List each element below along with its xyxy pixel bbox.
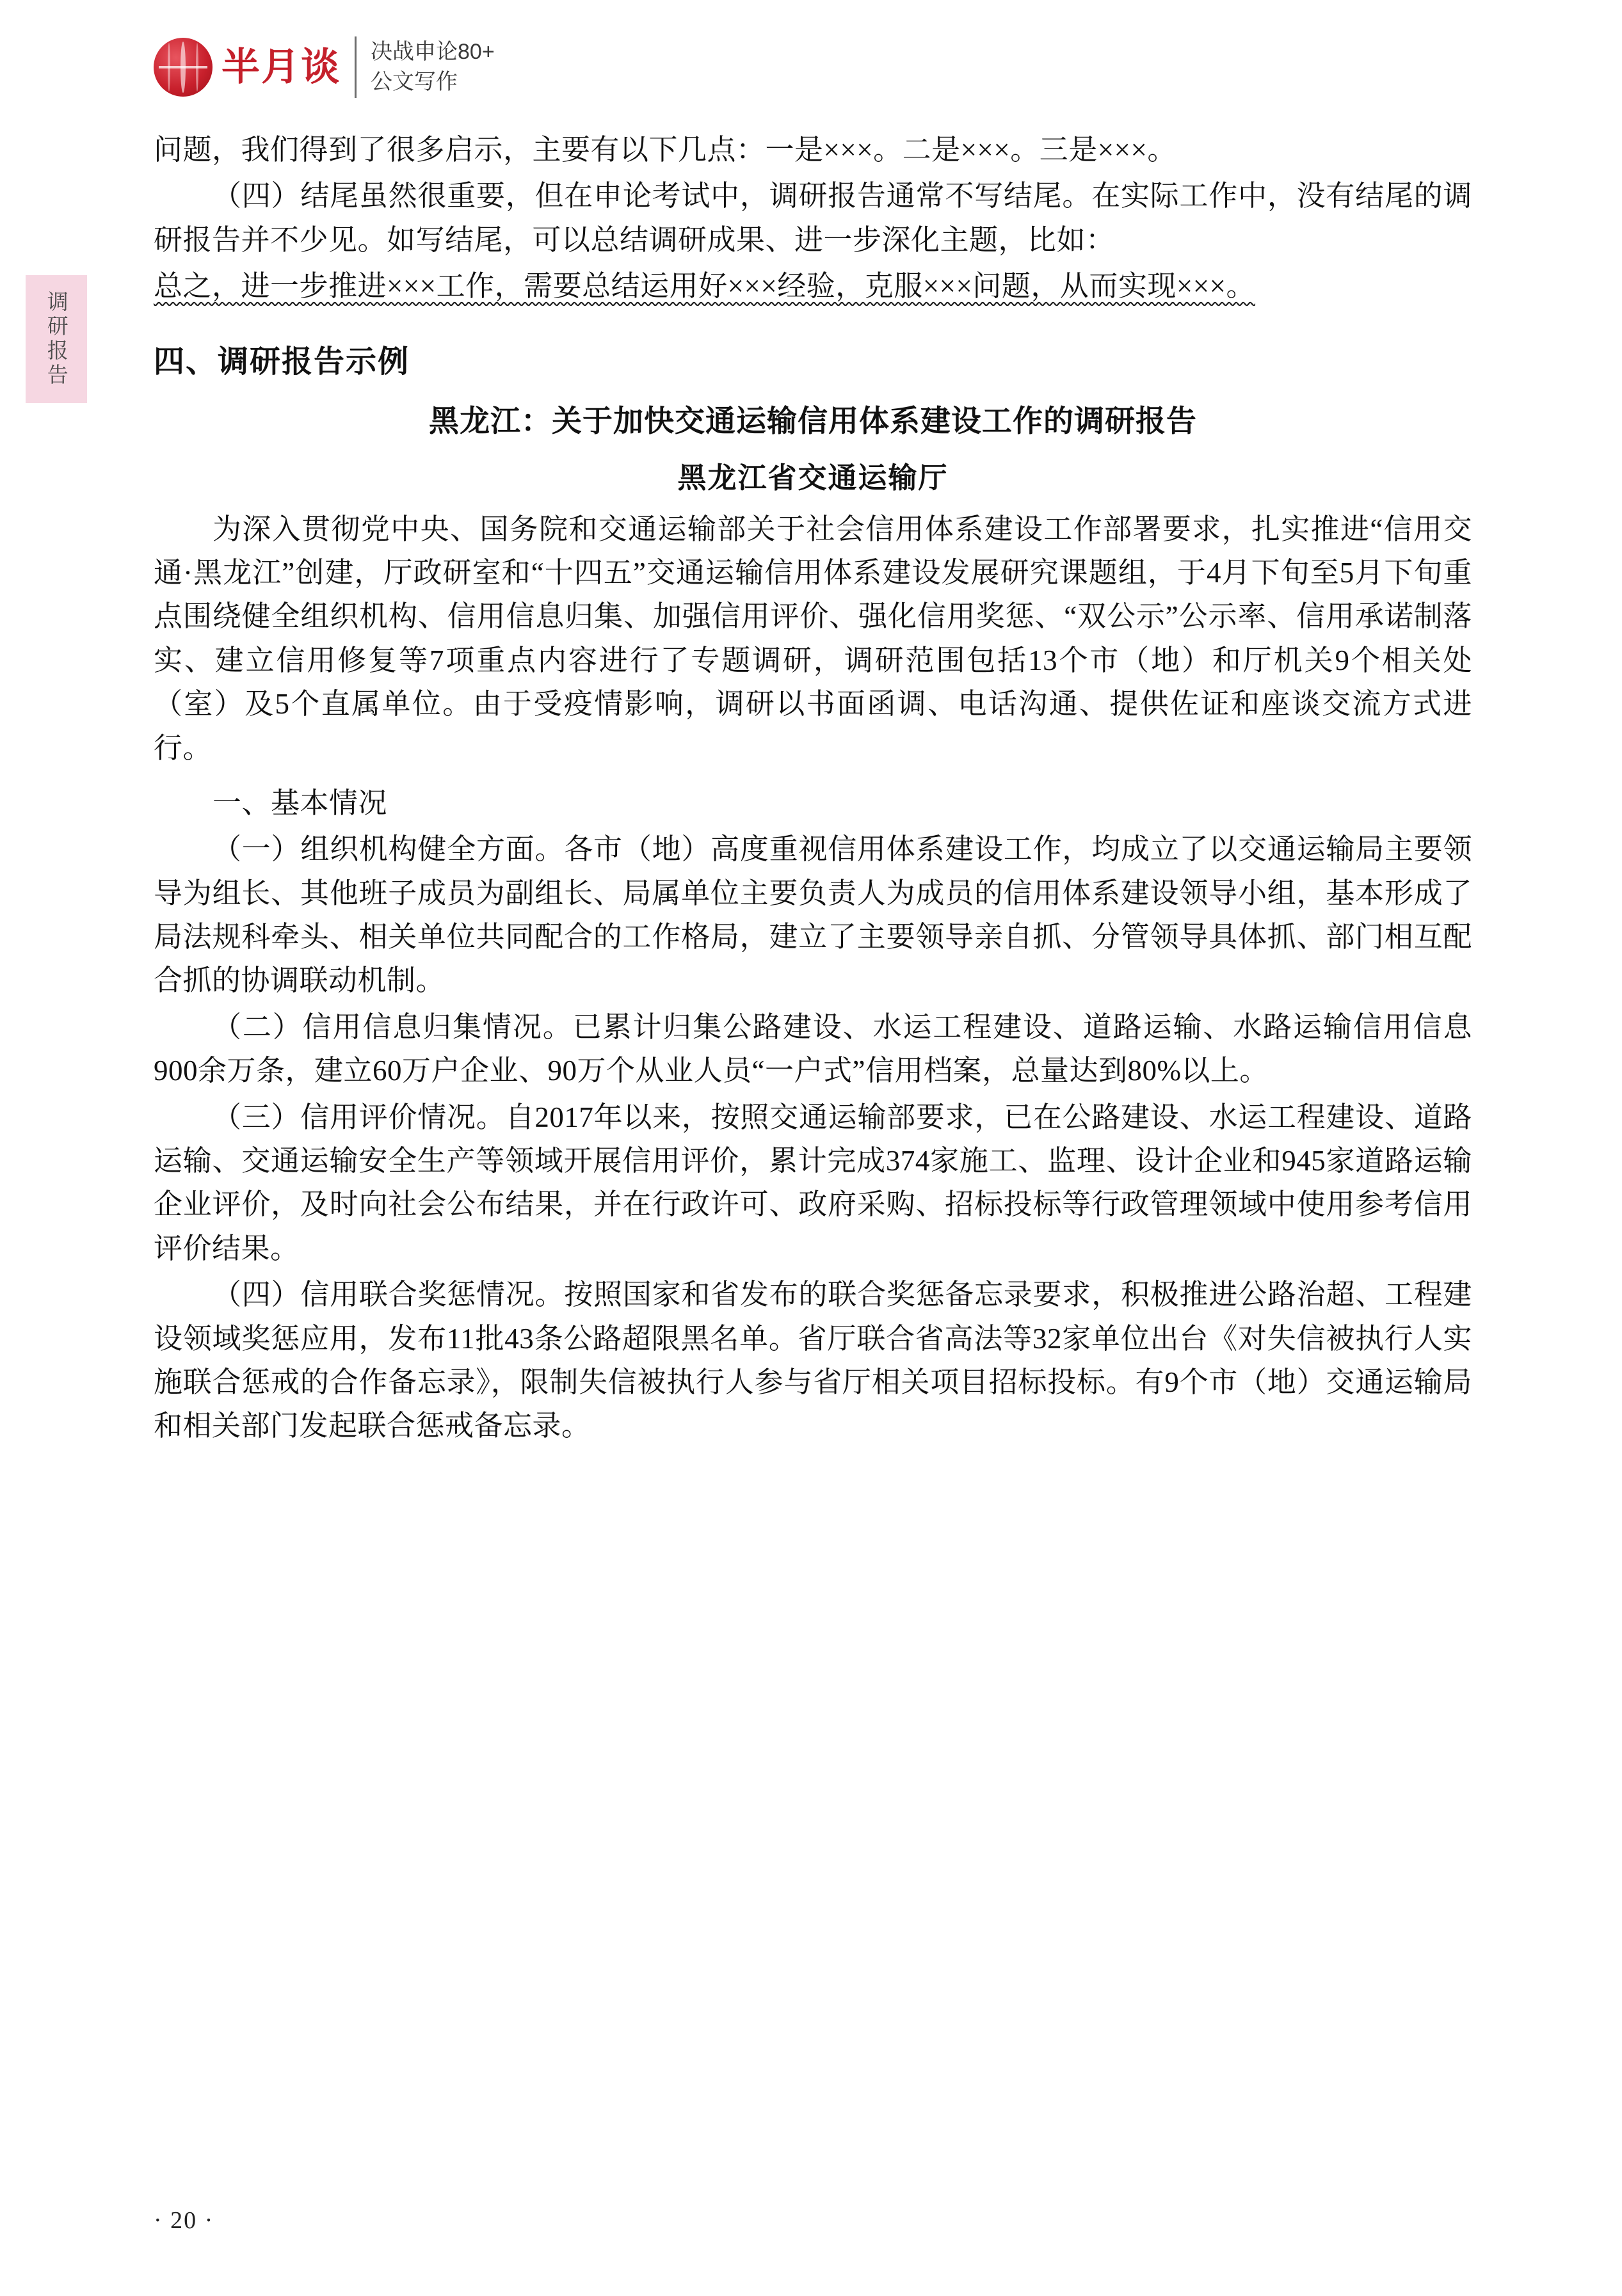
- page-content: [154, 128, 1472, 1451]
- side-tab-label: 调研报告: [44, 291, 68, 388]
- spacer: [154, 772, 1472, 781]
- paragraph-intro: 为深入贯彻党中央、国务院和交通运输部关于社会信用体系建设工作部署要求，扎实推进“信用交通·黑龙江”创建，厅政研室和“十四五”交通运输信用体系建设发展研究课题组，于4月下旬至5月下旬重点围绕健全组织机构、信用信息归集、加强信用评价、强化信用奖惩、“双公示”公示率、信用承诺制落实、建立信用修复等7项重点内容进行了专题调研，调研范围包括13个市（地）和厅机关9个相关处（室）及5个直属单位。由于受疫情影响，调研以书面函调、电话沟通、提供佐证和座谈交流方式进行。: [154, 513, 1472, 764]
- header-subtitle-line2: 公文写作: [371, 70, 458, 94]
- paragraph-four-wavy-example: 总之，进一步推进×××工作，需要总结运用好×××经验，克服×××问题，从而实现×××。: [154, 270, 1256, 303]
- globe-logo-icon: [154, 38, 213, 97]
- page-header: [154, 26, 495, 109]
- sample-report-organization: 黑龙江省交通运输厅: [677, 461, 949, 494]
- paragraph-item-1: （一）组织机构健全方面。各市（地）高度重视信用体系建设工作，均成立了以交通运输局主要领导为组长、其他班子成员为副组长、局属单位主要负责人为成员的信用体系建设领导小组，基本形成了局法规科牵头、相关单位共同配合的工作格局，建立了主要领导亲自抓、分管领导具体抓、部门相互配合抓的协调联动机制。: [154, 833, 1472, 997]
- subheading-basic-situation: 一、基本情况: [213, 786, 388, 819]
- page-number: · 20 ·: [154, 2207, 214, 2234]
- header-subtitle-line1: 决战申论80+: [371, 40, 495, 65]
- sample-report-title: 黑龙江：关于加快交通运输信用体系建设工作的调研报告: [429, 404, 1197, 438]
- header-subtitle: [371, 37, 495, 97]
- paragraph-continuation: 问题，我们得到了很多启示，主要有以下几点：一是×××。二是×××。三是×××。: [154, 134, 1176, 166]
- side-tab-chapter: [26, 275, 87, 403]
- header-divider: [355, 36, 357, 98]
- paragraph-item-2: （二）信用信息归集情况。已累计归集公路建设、水运工程建设、道路运输、水路运输信用信息900余万条，建立60万户企业、90万个从业人员“一户式”信用档案，总量达到80%以上。: [154, 1010, 1472, 1087]
- brand-wordmark: 半月谈: [221, 45, 341, 90]
- paragraph-four-plain: （四）结尾虽然很重要，但在申论考试中，调研报告通常不写结尾。在实际工作中，没有结尾的调研报告并不少见。如写结尾，可以总结调研成果、进一步深化主题，比如：: [154, 180, 1472, 256]
- paragraph-item-3: （三）信用评价情况。自2017年以来，按照交通运输部要求，已在公路建设、水运工程建设、道路运输、交通运输安全生产等领域开展信用评价，累计完成374家施工、监理、设计企业和945家道路运输企业评价，及时向社会公布结果，并在行政许可、政府采购、招标投标等行政管理领域中使用参考信用评价结果。: [154, 1101, 1472, 1264]
- page-footer: [154, 2206, 1472, 2235]
- paragraph-item-4: （四）信用联合奖惩情况。按照国家和省发布的联合奖惩备忘录要求，积极推进公路治超、工程建设领域奖惩应用，发布11批43条公路超限黑名单。省厅联合省高法等32家单位出台《对失信被执行人实施联合惩戒的合作备忘录》，限制失信被执行人参与省厅相关项目招标投标。有9个市（地）交通运输局和相关部门发起联合惩戒备忘录。: [154, 1279, 1472, 1442]
- section-heading-four: 四、调研报告示例: [154, 344, 410, 379]
